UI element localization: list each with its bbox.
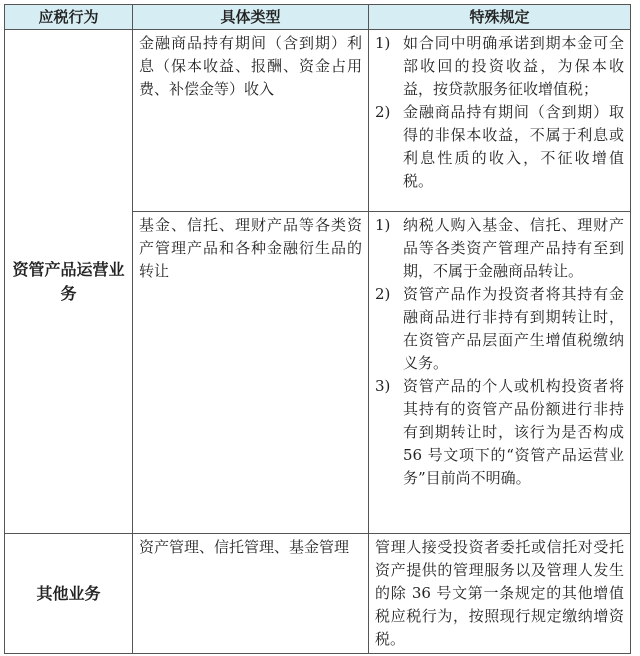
type-cell: 基金、信托、理财产品等各类资产管理产品和各种金融衍生品的转让 — [133, 212, 369, 534]
tax-rules-table — [4, 4, 631, 654]
rule-number: 2) — [375, 103, 391, 121]
category-cell: 其他业务 — [5, 534, 133, 654]
rule-item — [375, 101, 624, 193]
category-cell: 资管产品运营业务 — [5, 30, 133, 534]
type-cell: 资产管理、信托管理、基金管理 — [133, 534, 369, 654]
rule-text: 纳税人购入基金、信托、理财产品等各类资产管理产品持有至到期，不属于金融商品转让。 — [403, 216, 624, 280]
rule-item — [375, 32, 624, 101]
rule-text: 资管产品作为投资者将其持有金融商品进行非持有到期转让时，在资管产品层面产生增值税缴纳义务。 — [403, 285, 624, 372]
type-cell: 金融商品持有期间（含到期）利息（保本收益、报酬、资金占用费、补偿金等）收入 — [133, 30, 369, 212]
rules-cell — [369, 30, 631, 212]
header-special-rules: 特殊规定 — [369, 5, 631, 30]
rule-text: 资管产品的个人或机构投资者将其持有的资管产品份额进行非持有到期转让时，该行为是否构成 56 号文项下的“资管产品运营业务”目前尚不明确。 — [403, 377, 624, 487]
rule-text: 如合同中明确承诺到期本金可全部收回的投资收益，为保本收益，按贷款服务征收增值税； — [403, 34, 624, 98]
header-taxable-activity: 应税行为 — [5, 5, 133, 30]
header-row — [5, 5, 631, 30]
rules-list — [375, 32, 624, 193]
rule-number: 2) — [375, 285, 391, 303]
rules-cell — [369, 212, 631, 534]
header-specific-type: 具体类型 — [133, 5, 369, 30]
table-row — [5, 534, 631, 654]
rule-item — [375, 375, 624, 490]
rules-cell: 管理人接受投资者委托或信托对受托资产提供的管理服务以及管理人发生的除 36 号文第一条规定的其他增值税应税行为，按照现行规定缴纳增资税。 — [369, 534, 631, 654]
rule-number: 3) — [375, 377, 391, 395]
rule-item — [375, 214, 624, 283]
rules-list — [375, 214, 624, 490]
rule-text: 金融商品持有期间（含到期）取得的非保本收益，不属于利息或利息性质的收入，不征收增值税。 — [403, 103, 624, 190]
rule-item — [375, 283, 624, 375]
table-row — [5, 30, 631, 212]
rule-number: 1) — [375, 34, 391, 52]
rule-number: 1) — [375, 216, 391, 234]
